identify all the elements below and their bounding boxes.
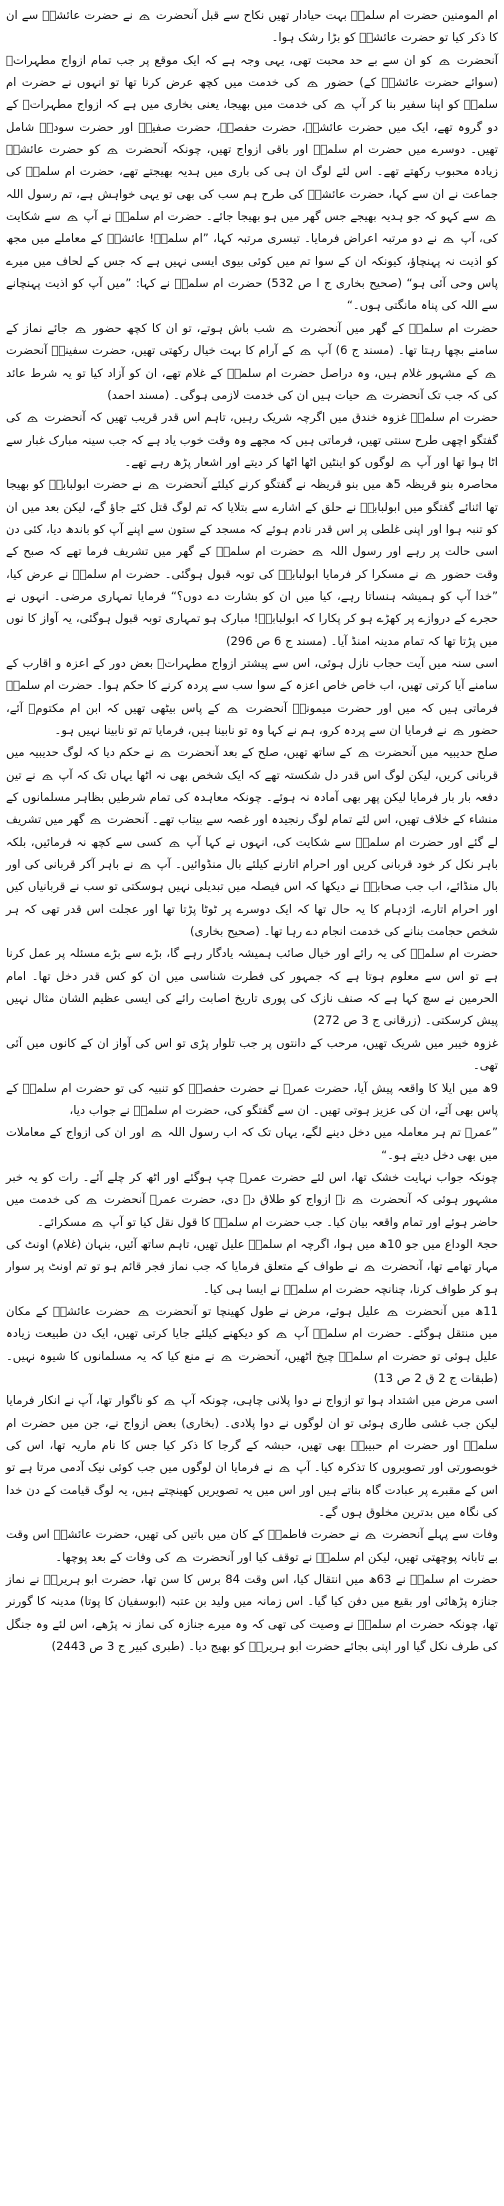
paragraph-text: وفات سے پہلے آنحضرت [378,1527,498,1542]
salawat-icon [452,725,465,736]
paragraph-text: حضرت ام سلمہؓ کے گھر میں تشریف فرما تھے کہ صبح کے وقت حضور [6,544,498,581]
paragraph-text: حیات ہیں ان کی خدمت لازمی ہوگی۔ (مسند احمد) [107,387,364,402]
paragraph-text: کی وفات کے بعد پوچھا۔ [55,1549,174,1564]
salawat-icon [399,457,412,468]
paragraph-p2 [6,49,498,317]
salawat-icon [351,1194,364,1205]
salawat-icon [364,1529,377,1540]
paragraph-text: حضرت ام سلمہؓ غزوہ خندق میں اگرچہ شریک رہیں، تاہم اس قدر قریب تھیں کہ آنحضرت [40,410,498,425]
paragraph-p12 [6,1166,498,1233]
paragraph-text: کے آرام کا بہت خیال رکھتی تھیں، حضرت سفینہؓ آنحضرت [6,343,299,358]
paragraph-text: سے شکایت کی، آپ [6,209,498,246]
paragraph-text: کو ناگوار تھا، آپ نے انکار فرمایا لیکن جب غشی طاری ہوئی تو ان لوگوں نے دوا پلادی۔ (بخاری) بعض ازواج نے، جن میں حضرت ام سلمہؓ اور حضرت ام حبیبہؓ بھی تھیں، حبشہ کے گرجا کا ذکر کیا جس کا نام ماریہ تھا، اس کی خوبصورتی اور تصویروں کا تذکرہ کیا۔ آپ [6,1393,498,1475]
paragraph-text: کے مشہور غلام ہیں، وہ دراصل حضرت ام سلمہؓ کے غلام تھے، ان کو آزاد کیا تو یہ شرط عائد کی کہ جب تک آنحضرت [6,365,498,402]
paragraph-text: ”عمرؓ تم ہر معاملہ میں دخل دینے لگے، یہاں تک کہ اب رسول اللہ [163,1125,498,1140]
paragraph-text: صلح حدیبیہ میں آنحضرت [370,745,498,760]
salawat-icon [306,77,319,88]
salawat-icon [138,10,151,21]
paragraph-p15 [6,1389,498,1523]
paragraph-text: نے منع کیا کہ یہ مسلمانوں کا شیوہ نہیں۔ (طبقات ج 2 ق 2 ص 13) [6,1348,498,1385]
paragraph-p10 [6,1077,498,1122]
salawat-icon [484,211,497,222]
paragraph-text: نے ازواج کو طلاق دے دی، حضرت عمرؓ آنحضرت [99,1192,351,1207]
paragraph-text: نے باہر آکر قربانی کی اور بال منڈائے، اب جب صحابہؓ نے دیکھا کہ اس فیصلہ میں تبدیلی نہیں ہوسکتی تو سب نے قربانیاں کیں اور احرام اتارے، اژدہام کا یہ حال تھا کہ ایک دوسرے پر ٹوٹا پڑتا تھا اور عجلت اس قدر تھی کہ ہر شخص حجامت بنانے کی خدمت انجام دے رہا تھا۔ (صحیح بخاری) [6,857,498,939]
paragraph-p17 [6,1568,498,1657]
salawat-icon [168,837,181,848]
paragraph-text: نے فرمایا ان سے پردہ کرو، ہم نے کہا وہ تو نابینا ہیں، فرمایا تم تو نابینا نہیں ہو۔ [54,723,451,737]
salawat-icon [66,211,79,222]
paragraph-text: آنحضرت [451,52,498,67]
salawat-icon [74,323,87,334]
paragraph-text: کے ساتھ تھیں، صلح کے بعد آنحضرت [173,745,356,760]
salawat-icon [281,323,294,334]
paragraph-p7 [6,741,498,942]
paragraph-text: کی خدمت میں کچھ عرض کرنا تھا تو انہوں نے حضرت ام سلمہؓ کو اپنا سفیر بنا کر آپ [6,75,498,112]
paragraph-text: کی گفتگو اچھی طرح سنتی تھیں، فرماتی ہیں کہ مجھے وہ وقت خوب یاد ہے کہ جب سینہ مبارک غبار سے اٹا ہوا تھا اور آپ [6,410,498,469]
paragraph-text: علیل ہوئے، مرض نے طول کھینچا تو آنحضرت [150,1303,386,1318]
paragraph-text: حضرت ام سلمہؓ نے 63ھ میں انتقال کیا، اس وقت 84 برس کا سن تھا، حضرت ابو ہریرہؓ نے نماز جنازہ پڑھائی اور بقیع میں دفن کیا گیا۔ اس زمانہ میں ولید بن عتبہ (ابوسفیان کا پوتا) مدینہ کا گورنر تھا، چونکہ حضرت ام سلمہؓ نے وصیت کی تھی کہ وہ میرے جنازہ کی نماز نہ پڑھے، اس لئے وہ جنگل کی طرف نکل گیا اور اپنی بجائے حضرت ابو ہریرہؓ کو بھیج دیا۔ (طبری کبیر ج 3 ص 2443) [6,1572,498,1654]
paragraph-text: غزوہ خیبر میں شریک تھیں، مرحب کے دانتوں پر جب تلوار پڑی تو اس کی آواز ان کے کانوں میں آئی تھی۔ [6,1035,498,1073]
paragraph-text: نے طواف کے متعلق فرمایا کہ جب نماز فجر قائم ہو تو تم اونٹ پر سوار ہو کر طواف کرنا، چنانچہ حضرت ام سلمہؓ نے ایسا ہی کیا۔ [6,1259,498,1296]
salawat-icon [175,1552,188,1563]
salawat-icon [139,859,152,870]
salawat-icon [147,479,160,490]
salawat-icon [41,770,54,781]
salawat-icon [365,390,378,401]
salawat-icon [85,1194,98,1205]
paragraph-p16 [6,1523,498,1568]
salawat-icon [89,814,102,825]
paragraph-text: کو ان سے بے حد محبت تھی، یہی وجہ ہے کہ ایک موقع پر جب تمام ازواج مطہراتؓ (سوائے حضرت عائشہؓ کے) حضور [6,52,498,90]
salawat-icon [386,1306,399,1317]
paragraph-text: نے حضرت عائشہؓ سے ان کا ذکر کیا تو حضرت عائشہؓ کو بڑا رشک ہوا۔ [6,8,498,45]
paragraph-p9 [6,1032,498,1077]
paragraph-text: گھر میں تشریف لے گئے اور حضرت ام سلمہؓ سے شکایت کی، انہوں نے کہا آپ [6,812,498,849]
paragraph-text: کو حضرت عائشہؓ زیادہ محبوب رکھتے تھے۔ اس لئے لوگ ان ہی کی باری میں ہدیہ بھیجتے تھے، حضرت ام سلمہؓ کی جماعت نے ان سے کہا، حضرت عائشہؓ کی طرح ہم سب کی بھی تو یہی خواہش ہے، تم رسول اللہ [6,142,498,201]
paragraph-text: سے کہو کہ جو ہدیہ بھیجے جس گھر میں ہو بھیجا جائے۔ حضرت ام سلمہؓ نے آپ [79,209,483,224]
paragraph-text: حضرت ام سلمہؓ کے گھر میں آنحضرت [294,320,498,335]
paragraph-text: ام المومنین حضرت ام سلمہؓ بہت حیادار تھیں نکاح سے قبل آنحضرت [151,8,498,22]
paragraph-p4 [6,406,498,473]
salawat-icon [159,747,172,758]
salawat-icon [299,345,312,356]
paragraph-text: شب باش ہوتے، تو ان کا کچھ حضور [87,320,280,335]
salawat-icon [363,1261,376,1272]
salawat-icon [163,1395,176,1406]
salawat-icon [357,747,370,758]
salawat-icon [26,412,39,423]
paragraph-text: کسی سے کچھ نہ فرمائیں، بلکہ باہر نکل کر خود قربانی کریں اور احرام اتارنے کیلئے بال منڈوائیں۔ آپ [6,834,499,872]
paragraph-p13 [6,1233,498,1300]
paragraph-text: اسی سنہ میں آیت حجاب نازل ہوئی، اس سے پیشتر ازواج مطہراتؓ بعض دور کے اعزہ و اقارب کے سامنے آیا کرتی تھیں، اب خاص خاص اعزہ کے سوا سب سے پردہ کرنے کا حکم ہوا۔ حضرت ام سلمہؓ فرماتی ہیں کہ میں اور حضرت میمونہؓ آنحضرت [6,655,498,715]
salawat-icon [438,55,451,66]
salawat-icon [278,1462,291,1473]
paragraph-text: لوگوں کو اینٹیں اٹھا اٹھا کر دیتے اور اشعار پڑھ رہے تھے۔ [124,454,398,469]
salawat-icon [226,703,239,714]
salawat-icon [106,144,119,155]
paragraph-p6 [6,652,498,741]
salawat-icon [275,1328,288,1339]
salawat-icon [150,1127,163,1138]
salawat-icon [424,569,437,580]
paragraph-p14 [6,1300,498,1389]
paragraph-text: محاصرہ بنو قریظہ 5ھ میں بنو قریظہ نے گفتگو کرنے کیلئے آنحضرت [161,477,498,492]
paragraph-text: کے پاس بیٹھی تھیں کہ ابن ام مکتومؓ آئے، حضور [6,700,498,737]
paragraph-text: حضرت ام سلمہؓ کی یہ رائے اور خیال صائب ہمیشہ یادگار رہے گا، بڑے سے بڑے مسئلہ پر عمل کرنا ہے تو اس سے معلوم ہوتا ہے کہ جمہور کی فطرت شناسی میں ان کو کس قدر دخل تھا۔ امام الحرمین نے سچ کہا ہے کہ صنف نازک کی پوری تاریخ اصابت رائے کی ایسی عظیم الشان مثال نہیں پیش کرسکتی۔ (زرقانی ج 3 ص 272) [6,946,498,1028]
paragraph-text: 9ھ میں ایلا کا واقعہ پیش آیا، حضرت عمرؓ نے حضرت حفصہؓ کو تنبیہ کی تو حضرت ام سلمہؓ کے پاس بھی آئے، ان کی عزیز ہوتی تھیں۔ ان سے گفتگو کی، حضرت ام سلمہؓ نے جواب دیا، [6,1080,498,1117]
paragraph-text: نے تین دفعہ بار بار فرمایا لیکن پھر بھی آمادہ نہ ہوئے۔ چونکہ معاہدہ کی تمام شرطیں بظاہر مسلمانوں کے منشاء کے خلاف تھیں، اس لئے تمام لوگ رنجیدہ اور غصہ سے بیتاب تھے۔ آنحضرت [6,767,498,827]
paragraph-p8 [6,942,498,1031]
paragraph-text: نے مسکرا کر فرمایا ابولبابہؓ کی توبہ قبول ہوگئی۔ حضرت ام سلمہؓ نے عرض کیا، ”خدا آپ کو ہمیشہ ہنساتا رہے، کیا میں ان کو بشارت دے دوں؟“ فرمایا تمہاری مرضی۔ انہوں نے حجرے کے دروازے پر کھڑے ہو کر پکارا کہ ابولبابہؓ! مبارک ہو تمہاری توبہ قبول ہوگئی، یہ آواز کا نوں میں پڑتا تھا کہ تمام مدینہ امنڈ آیا۔ (مسند ج 6 ص 296) [6,566,498,648]
paragraph-text: مسکرائے۔ [37,1214,91,1229]
paragraph-text: جائے نماز کے سامنے بچھا رہتا تھا۔ (مسند ج 6) آپ [6,320,498,358]
salawat-icon [91,1217,104,1228]
paragraph-text: نے فرمایا ان لوگوں میں جب کوئی نیک آدمی مرتا ہے تو اس کے مقبرے پر عبادت گاہ بناتے ہیں اور اس میں یہ تصویریں کھینچتے ہیں، یہ لوگ قیامت کے دن خدا کی نگاہ میں بدترین مخلوق ہوں گے۔ [6,1460,498,1520]
paragraph-text: اسی مرض میں اشتداد ہوا تو ازواج نے دوا پلانی چاہی، چونکہ آپ [177,1393,499,1408]
paragraph-text: چونکہ جواب نہایت خشک تھا، اس لئے حضرت عمرؓ چپ ہوگئے اور اٹھ کر چلے آئے۔ رات کو یہ خبر مشہور ہوئی کہ آنحضرت [6,1169,498,1207]
paragraph-p3 [6,317,498,406]
paragraph-text: نے حکم دیا کہ لوگ حدیبیہ میں قربانی کریں، لیکن لوگ اس قدر دل شکستہ تھے کہ ایک شخص بھی نہ اٹھا یہاں تک کہ آپ [6,745,499,782]
paragraph-text: حجۃ الوداع میں جو 10ھ میں ہوا، اگرچہ ام سلمہؓ علیل تھیں، تاہم ساتھ آئیں، بنہان (غلام) اونٹ کی مہار تھامے تھا، آنحضرت [6,1236,498,1274]
paragraph-text: کو دیکھنے کیلئے جایا کرتی تھیں، ایک دن طبیعت زیادہ علیل ہوئی تو حضرت ام سلمہؓ چیخ اٹھیں، آنحضرت [6,1326,498,1363]
salawat-icon [220,1351,233,1362]
salawat-icon [333,99,346,110]
paragraph-text: اور ان کی ازواج کے معاملات میں بھی دخل دیتے ہو۔“ [6,1125,498,1162]
salawat-icon [137,1306,150,1317]
paragraph-text: 11ھ میں آنحضرت [400,1303,499,1318]
paragraph-text: حضرت عائشہؓ کے مکان میں منتقل ہوگئے۔ حضرت ام سلمہؓ آپ [6,1303,499,1341]
paragraph-text: نے دو مرتبہ اعراض فرمایا۔ تیسری مرتبہ کہا، ”ام سلمہؓ! عائشہؓ کے معاملے میں مجھ کو اذیت نہ پہنچاؤ، کیونکہ ان کے سوا تم میں کوئی بیوی ایسی نہیں ہے کہ جس کے لحاف میں میرے پاس وحی آئی ہو“ (صحیح بخاری ج ا ص 532) حضرت ام سلمہؓ نے کہا: ”میں آپ کو اذیت پہنچانے سے اللہ کی پناہ مانگتی ہوں۔“ [6,231,499,313]
paragraph-text: کی خدمت میں بھیجا، یعنی بخاری میں ہے کہ ازواج مطہراتؓ کے دو گروہ تھے، ایک میں حضرت عائشہؓ، حضرت حفصہؓ، حضرت صفیہؓ اور حضرت سودہؓ شامل تھیں۔ دوسرے میں حضرت ام سلمہؓ اور باقی ازواج تھیں، چونکہ آنحضرت [6,97,498,157]
salawat-icon [484,368,497,379]
paragraph-p11 [6,1121,498,1166]
salawat-icon [311,546,324,557]
paragraph-text: نے حضرت فاطمہؓ کے کان میں باتیں کی تھیں، حضرت عائشہؓ اس وقت بے تابانہ پوچھتی تھیں، لیکن ام سلمہؓ نے توقف کیا اور آنحضرت [6,1527,498,1564]
salawat-icon [442,233,455,244]
paragraph-text: نے حضرت ابولبابہؓ کو بھیجا تھا اثنائے گفتگو میں ابولبابہؓ نے حلق کے اشارے سے بتلایا کہ تم لوگ قتل کئے جاؤ گے، لیکن بعد میں ان کو تنبہ ہوا اور اپنی غلطی پر اس قدر نادم ہوئے کہ مسجد کے ستون سے اپنے آپ کو باندھ دیا، کئی دن اسی حالت پر رہے اور رسول اللہ [6,477,498,559]
paragraph-p1 [6,4,498,49]
paragraph-text: کی خدمت میں حاضر ہوئے اور تمام واقعہ بیان کیا۔ جب حضرت ام سلمہؓ کا قول نقل کیا تو آپ [6,1192,498,1229]
paragraph-p5 [6,473,498,652]
